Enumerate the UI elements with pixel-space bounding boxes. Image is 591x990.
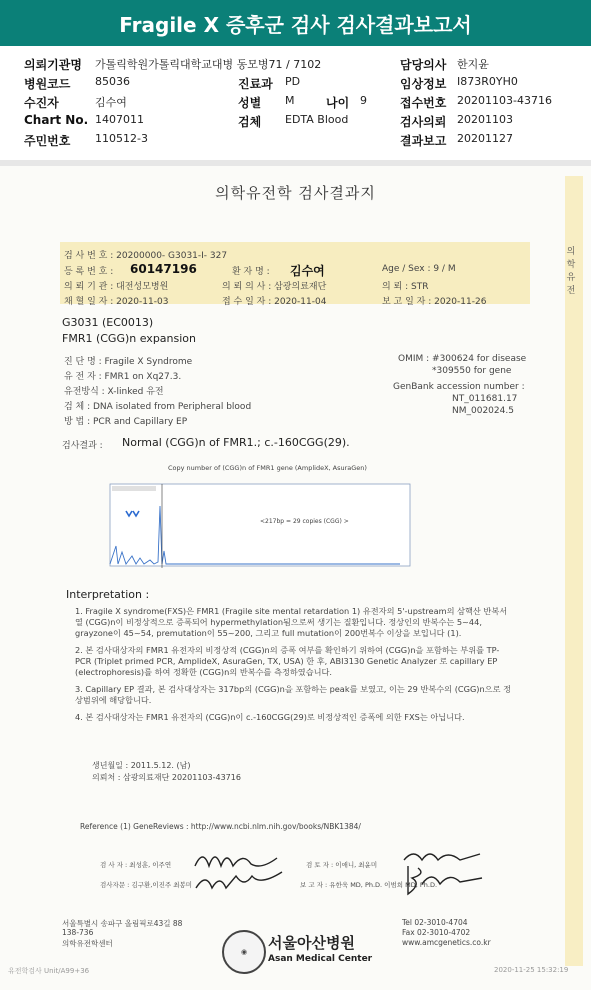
signature-4 bbox=[400, 862, 490, 898]
hospital-name: 서울아산병원 bbox=[268, 934, 355, 952]
clin-label: 임상정보 bbox=[400, 77, 447, 91]
interp-title: Interpretation : bbox=[66, 588, 150, 601]
examiner: 검 사 자 : 최성훈, 이주연 bbox=[100, 861, 172, 869]
sex-label: 성별 bbox=[238, 96, 262, 110]
diagnosis: 진 단 명 : Fragile X Syndrome bbox=[64, 357, 193, 367]
hospital-name-en: Asan Medical Center bbox=[268, 954, 373, 964]
chart-annotation: <217bp = 29 copies (CGG) > bbox=[260, 518, 349, 525]
genbank-nm: NM_002024.5 bbox=[452, 406, 514, 416]
patient-label: 수진자 bbox=[24, 96, 59, 110]
chart-caption: Copy number of (CGG)n of FMR1 gene (AmplideX, AsuraGen) bbox=[168, 464, 367, 472]
hosp-code-label: 병원코드 bbox=[24, 77, 71, 91]
doctor-value: 한지윤 bbox=[457, 58, 489, 71]
report-label: 결과보고 bbox=[400, 134, 447, 148]
address-2: 138-736 bbox=[62, 928, 94, 937]
scan-patient: 김수여 bbox=[290, 264, 325, 278]
gene: 유 전 자 : FMR1 on Xq27.3. bbox=[64, 372, 182, 382]
report-value: 20201127 bbox=[457, 132, 513, 145]
sex-value: M bbox=[285, 94, 295, 107]
reviewer: 검 토 자 : 이애니, 최윤미 bbox=[306, 861, 378, 869]
consultant: 검사자문 : 김구환,이진주 최봉미 bbox=[100, 881, 193, 889]
test-name: FMR1 (CGG)n expansion bbox=[62, 332, 197, 345]
req-value: 20201103 bbox=[457, 113, 513, 126]
footer-left: 유전학검사 Unit/A99+36 bbox=[8, 967, 90, 975]
reference: Reference (1) GeneReviews : http://www.ncbi.nlm.nih.gov/books/NBK1384/ bbox=[80, 822, 361, 831]
scan-title: 의학유전학 검사결과지 bbox=[215, 184, 376, 202]
req-doctor: 의 뢰 의 사 : 삼광의료재단 bbox=[222, 282, 327, 292]
tel: Tel 02-3010-4704 bbox=[402, 918, 468, 927]
website: www.amcgenetics.co.kr bbox=[402, 938, 491, 947]
scan-patient-label: 환 자 명 : bbox=[232, 267, 270, 277]
scanned-report bbox=[0, 166, 591, 990]
footer-right: 2020-11-25 15:32:19 bbox=[494, 966, 569, 974]
receipt-label: 접수번호 bbox=[400, 96, 447, 110]
dept-value: PD bbox=[285, 75, 301, 88]
inst-label: 의뢰기관명 bbox=[24, 58, 82, 72]
id-value: 110512-3 bbox=[95, 132, 148, 145]
collect-date: 채 혈 일 자 : 2020-11-03 bbox=[64, 297, 169, 307]
doctor-label: 담당의사 bbox=[400, 58, 447, 72]
result-value: Normal (CGG)n of FMR1.; c.-160CGG(29). bbox=[122, 436, 350, 449]
report-date: 보 고 일 자 : 2020-11-26 bbox=[382, 297, 487, 307]
genbank-nt: NT_011681.17 bbox=[452, 394, 518, 404]
inheritance: 유전방식 : X-linked 유전 bbox=[64, 387, 164, 397]
electropherogram bbox=[100, 476, 415, 576]
req-by: 의뢰처 : 삼광의료재단 20201103-43716 bbox=[92, 773, 241, 782]
interpretation bbox=[75, 606, 515, 729]
signature-2 bbox=[190, 866, 290, 896]
interp-item: 2. 본 검사대상자의 FMR1 유전자의 비정상적 (CGG)n의 증폭 여부를 확인하기 위하여 (CGG)n을 포함하는 부위를 TP-PCR (Triplet primed PCR, AmplideX, AsuraGen, TX, USA) 한 후, ABI3130 Genetic Analyzer 로 capillary EP (electrophoresis)를 하여 정확한 (CGG)n의 반복수를 측정하였습니다. bbox=[75, 645, 500, 677]
req-label: 검사의뢰 bbox=[400, 115, 447, 129]
scan-specimen: 의 뢰 : STR bbox=[382, 282, 429, 292]
reg-no: 60147196 bbox=[130, 262, 197, 276]
patient-value: 김수여 bbox=[95, 96, 127, 109]
req-inst: 의 뢰 기 관 : 대전성모병원 bbox=[64, 282, 169, 292]
age-label: 나이 bbox=[326, 96, 350, 110]
address-1: 서울특별시 송파구 올림픽로43길 88 bbox=[62, 919, 183, 928]
hosp-code-value: 85036 bbox=[95, 75, 130, 88]
specimen-value: EDTA Blood bbox=[285, 113, 349, 126]
specimen-label: 검체 bbox=[238, 115, 262, 129]
report-title: Fragile X 증후군 검사 검사결과보고서 bbox=[0, 0, 591, 46]
omim-gene: *309550 for gene bbox=[432, 366, 512, 376]
test-no: 검 사 번 호 : 20200000- G3031-I- 327 bbox=[64, 251, 228, 261]
birth-date: 생년월일 : 2011.5.12. (남) bbox=[92, 761, 191, 770]
hospital-logo-icon: ◉ bbox=[222, 930, 266, 974]
clin-value: I873R0YH0 bbox=[457, 75, 518, 88]
address-3: 의학유전학센터 bbox=[62, 939, 113, 948]
fax: Fax 02-3010-4702 bbox=[402, 928, 471, 937]
receipt-value: 20201103-43716 bbox=[457, 94, 552, 107]
reg-label: 등 록 번 호 : bbox=[64, 267, 114, 277]
receipt-date: 접 수 일 자 : 2020-11-04 bbox=[222, 297, 327, 307]
method: 방 법 : PCR and Capillary EP bbox=[64, 417, 188, 427]
side-text: 의 학 유 전 bbox=[566, 247, 576, 296]
interp-item: 1. Fragile X syndrome(FXS)은 FMR1 (Fragile site mental retardation 1) 유전자의 5'-upstream의 삼핵산 반복서열 (CGG)n이 비정상적으로 증폭되어 hypermethylation됨으로써 생기는 질환입니다. 정상인의 반복수는 5~44, grayzone이 45~54, premutation이 55~200, 그리고 full mutation이 200번복수 이상을 보입니다 (1). bbox=[75, 606, 508, 638]
test-code: G3031 (EC0013) bbox=[62, 316, 154, 329]
result-label: 검사결과 : bbox=[62, 441, 103, 451]
specimen-detail: 검 체 : DNA isolated from Peripheral blood bbox=[64, 402, 252, 412]
reporter: 보 고 자 : 유한욱 MD, Ph.D. 이범희 MD, Ph.D. bbox=[300, 881, 438, 889]
interp-item: 4. 본 검사대상자는 FMR1 유전자의 (CGG)n이 c.-160CGG(29)로 비정상적인 증폭에 의한 FXS는 아닙니다. bbox=[75, 712, 465, 722]
dept-label: 진료과 bbox=[238, 77, 273, 91]
omim-disease: OMIM : #300624 for disease bbox=[398, 354, 527, 364]
genbank-label: GenBank accession number : bbox=[393, 382, 525, 392]
age-value: 9 bbox=[360, 94, 367, 107]
interp-item: 3. Capillary EP 결과, 본 검사대상자는 317bp의 (CGG)n을 포함하는 peak를 보였고, 이는 29 반복수의 (CGG)n으로 정상범위에 해당합니다. bbox=[75, 684, 512, 705]
age-sex: Age / Sex : 9 / M bbox=[382, 264, 456, 274]
inst-value: 가톨릭학원가톨릭대학교대병 동모병71 / 7102 bbox=[95, 58, 322, 71]
chart-no-label: Chart No. bbox=[24, 113, 89, 127]
id-label: 주민번호 bbox=[24, 134, 71, 148]
chart-no-value: 1407011 bbox=[95, 113, 144, 126]
